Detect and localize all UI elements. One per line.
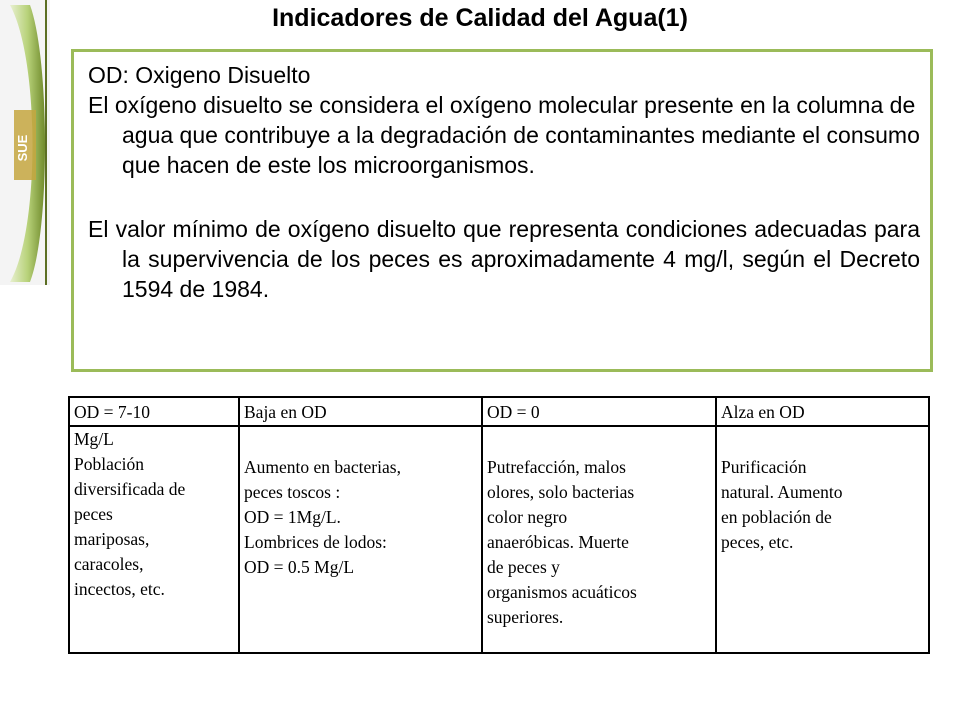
cell-line: Purificación [721, 457, 807, 477]
cell-line: peces [74, 504, 113, 524]
cell-line: Putrefacción, malos [487, 457, 626, 477]
cell-line: olores, solo bacterias [487, 482, 635, 502]
table-header-row [69, 397, 929, 426]
cell-line: Aumento en bacterias, [244, 457, 401, 477]
cell-line: OD = 0.5 Mg/L [244, 557, 355, 577]
table-row [69, 426, 929, 653]
cell-line: OD = 1Mg/L. [244, 507, 341, 527]
cell-line: organismos acuáticos [487, 582, 637, 602]
paragraph-minimum-value: El valor mínimo de oxígeno disuelto que representa condiciones adecuadas para la supervivencia de los peces es aproximadamente 4 mg/l, según el Decreto 1594 de 1984. [88, 216, 920, 302]
cell-line: peces, etc. [721, 532, 794, 552]
header-baja-od: Baja en OD [239, 397, 482, 426]
paragraph-definition: El oxígeno disuelto se considera el oxígeno molecular presente en la columna de agua que contribuye a la degradación de contaminantes mediante el consumo que hacen de este los microorganismos. [88, 92, 920, 178]
header-alza-od: Alza en OD [716, 397, 929, 426]
cell-line: anaeróbicas. Muerte [487, 532, 629, 552]
cell-alza-od [716, 426, 929, 653]
cell-line: natural. Aumento [721, 482, 843, 502]
sue-logo [0, 0, 50, 285]
cell-baja-od [239, 426, 482, 653]
section-heading: OD: Oxigeno Disuelto [88, 62, 311, 88]
cell-line: diversificada de [74, 479, 186, 499]
cell-od-7-10 [69, 426, 239, 653]
page-title: Indicadores de Calidad del Agua(1) [272, 4, 688, 32]
cell-line: caracoles, [74, 554, 144, 574]
header-od-7-10: OD = 7-10 [69, 397, 239, 426]
cell-line: superiores. [487, 607, 564, 627]
sue-logo-icon [0, 0, 50, 285]
cell-line: mariposas, [74, 529, 150, 549]
cell-line: Lombrices de lodos: [244, 532, 387, 552]
content-box [71, 49, 933, 372]
cell-line: Población [74, 454, 144, 474]
cell-line: color negro [487, 507, 568, 527]
cell-line: de peces y [487, 557, 560, 577]
cell-line: en población de [721, 507, 832, 527]
cell-line: Mg/L [74, 429, 114, 449]
od-table [68, 396, 930, 654]
cell-line: incectos, etc. [74, 579, 165, 599]
cell-od-0 [482, 426, 716, 653]
header-od-0: OD = 0 [482, 397, 716, 426]
svg-text:SUE: SUE [15, 134, 30, 162]
cell-line: peces toscos : [244, 482, 341, 502]
